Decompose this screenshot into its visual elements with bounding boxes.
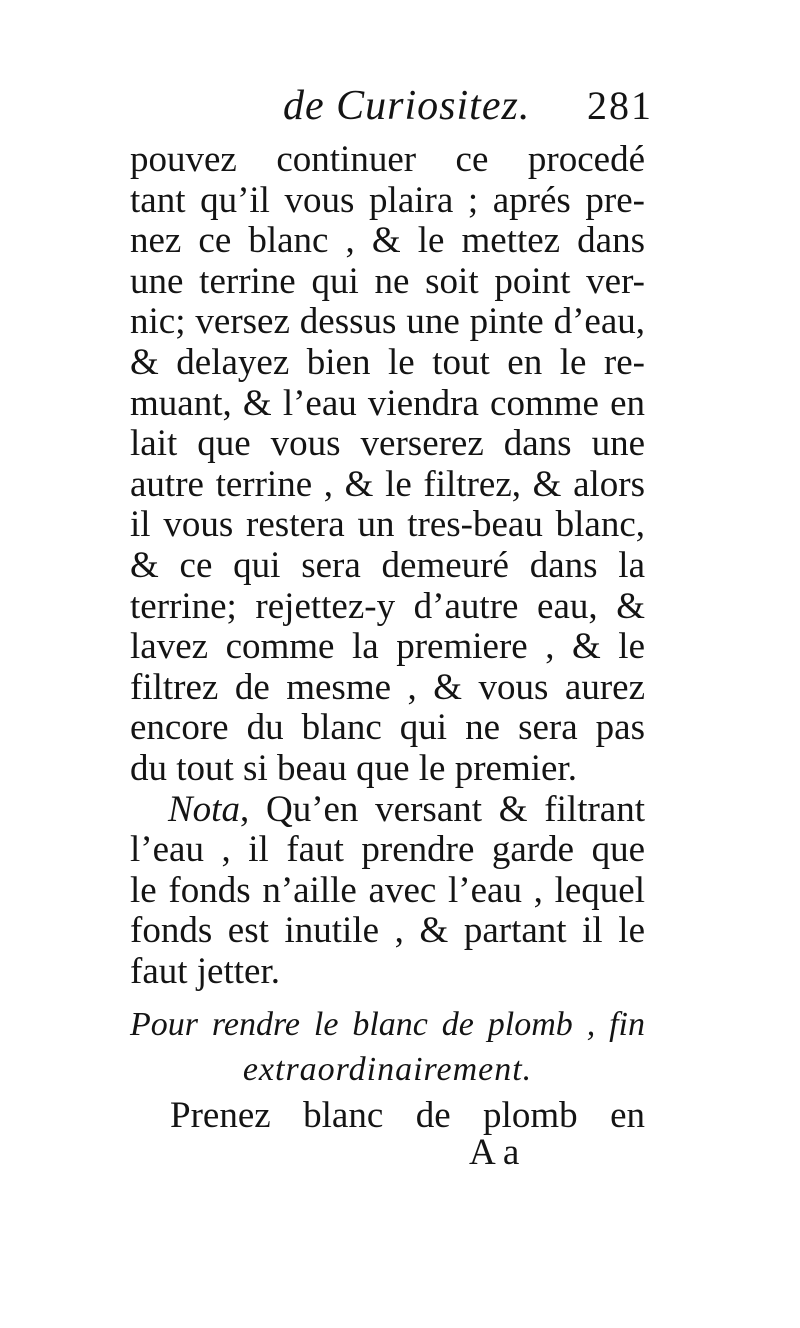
text-line xyxy=(130,790,645,831)
text-line: une terrine qui ne soit point ver- xyxy=(130,261,645,302)
paragraph-1 xyxy=(130,140,645,790)
text-line: muant, & l’eau viendra comme en xyxy=(130,383,645,424)
text-line: filtrez de mesme , & vous aurez xyxy=(130,667,645,708)
catchword: A a xyxy=(469,1132,520,1173)
running-title: de Curiositez. xyxy=(283,83,531,129)
text-line: encore du blanc qui ne sera pas xyxy=(130,708,645,749)
text-line: du tout si beau que le premier. xyxy=(130,748,577,789)
page-header xyxy=(283,78,653,134)
text-line: terrine; rejettez-y d’autre eau, & xyxy=(130,586,645,627)
text-line: il vous restera un tres-beau blanc, xyxy=(130,505,645,546)
text-line: & ce qui sera demeuré dans la xyxy=(130,545,645,586)
paragraph-3-line: Prenez blanc de plomb en xyxy=(170,1095,645,1136)
section-heading-line-1: Pour rendre le blanc de plomb , fin xyxy=(130,1006,645,1043)
text-line: l’eau , il faut prendre garde que xyxy=(130,830,645,871)
text-line: faut jetter. xyxy=(130,951,280,992)
page-number: 281 xyxy=(587,83,653,128)
text-line: le fonds n’aille avec l’eau , lequel xyxy=(130,870,645,911)
text-line: nic; versez dessus une pinte d’eau, xyxy=(130,302,645,343)
text-line: pouvez continuer ce procedé xyxy=(130,140,645,180)
paragraph-2 xyxy=(130,790,645,993)
text-line: tant qu’il vous plaira ; aprés pre- xyxy=(130,180,645,221)
text-line: lait que vous verserez dans une xyxy=(130,424,645,465)
text-line: autre terrine , & le filtrez, & alors xyxy=(130,464,645,505)
text-line: fonds est inutile , & partant il le xyxy=(130,911,645,952)
text-line: nez ce blanc , & le mettez dans xyxy=(130,221,645,262)
text-line: & delayez bien le tout en le re- xyxy=(130,342,645,383)
text-line: lavez comme la premiere , & le xyxy=(130,627,645,668)
body-text xyxy=(130,140,645,992)
section-heading-line-2: extraordinairement. xyxy=(242,1051,533,1088)
text-fragment: , Qu’en versant & filtrant xyxy=(239,789,645,830)
nota-label: Nota xyxy=(168,789,240,830)
